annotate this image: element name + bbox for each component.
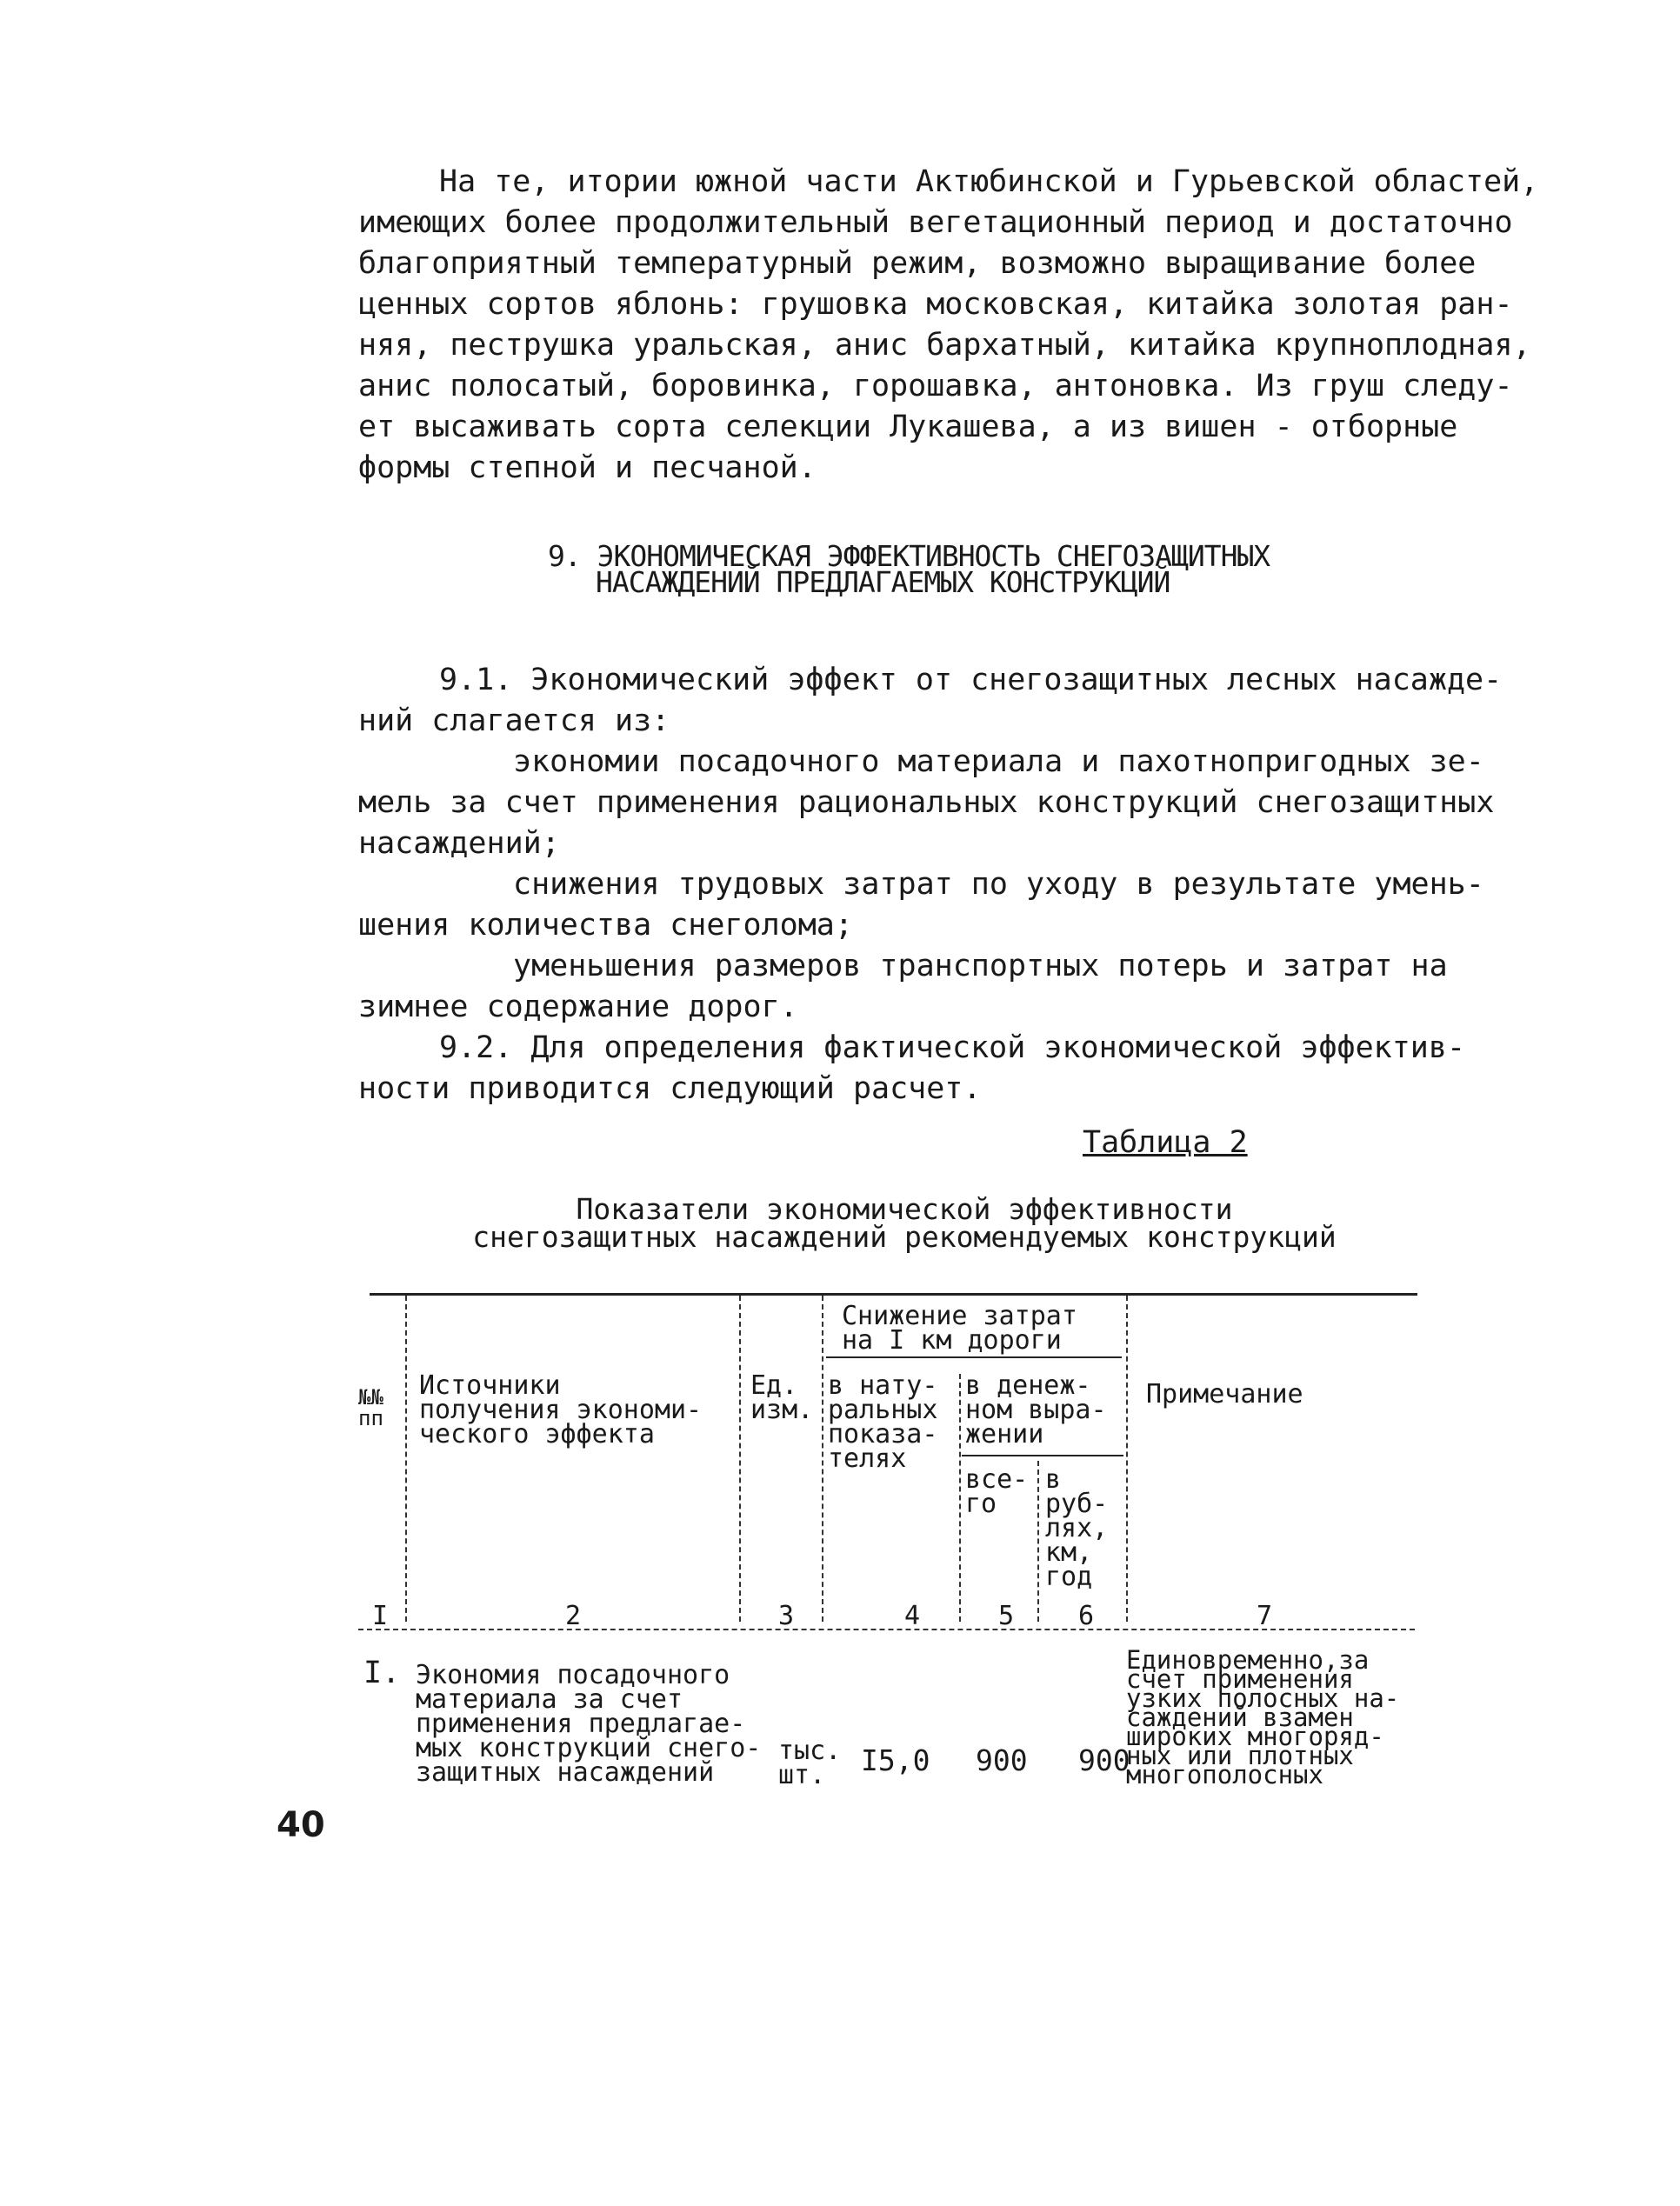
p91-line: насаждений;: [358, 826, 560, 861]
header-money: в денеж- ном выра- жении: [965, 1370, 1107, 1450]
intro-line: ценных сортов яблонь: грушовка московская, китайка золотая ран-: [358, 287, 1513, 322]
row-note: Единовременно,за счет применения узких полосных на- саждений взамен широких многоряд- ных или плотных многополосных: [1126, 1645, 1400, 1789]
row-unit: тыс. шт.: [778, 1736, 842, 1790]
section-heading-line2: НАСАЖДЕНИЙ ПРЕДЛАГАЕМЫХ КОНСТРУКЦИЙ: [596, 565, 1170, 599]
column-number: 4: [904, 1601, 921, 1631]
row-num: I.: [363, 1656, 401, 1690]
row-per-km: 900: [1078, 1743, 1130, 1777]
header-unit: Ед. изм.: [750, 1370, 814, 1425]
p91-line: мель за счет применения рациональных конструкций снегозащитных: [358, 785, 1495, 820]
column-number: I: [372, 1601, 389, 1631]
header-per-km: в руб- лях, км, год: [1045, 1464, 1109, 1592]
section-heading-line1: 9. ЭКОНОМИЧЕСКАЯ ЭФФЕКТИВНОСТЬ СНЕГОЗАЩИТНЫХ: [548, 539, 1270, 573]
table-caption-line1: Показатели экономической эффективности: [576, 1192, 1233, 1226]
table-top-rule: [370, 1293, 1417, 1296]
table-col-divider: [405, 1296, 407, 1622]
p92-line: ности приводится следующий расчет.: [358, 1071, 982, 1106]
header-num: №№ пп: [358, 1385, 383, 1430]
row-source: Экономия посадочного материала за счет применения предлагае- мых конструкций снего- защитных насаждений: [416, 1660, 762, 1788]
p92-line: 9.2. Для определения фактической экономической эффектив-: [439, 1030, 1466, 1065]
intro-line: На те, итории южной части Актюбинской и Гурьевской областей,: [439, 164, 1539, 199]
table-group-rule: [962, 1455, 1123, 1456]
header-reduction: Снижение затрат на I км дороги: [842, 1301, 1077, 1356]
p91-line: снижения трудовых затрат по уходу в результате умень-: [513, 867, 1484, 902]
table-col-divider: [959, 1374, 961, 1622]
p91-line: экономии посадочного материала и пахотнопригодных зе-: [513, 744, 1484, 779]
column-number: 2: [565, 1601, 582, 1631]
table-label: Таблица 2: [1083, 1125, 1248, 1160]
intro-line: имеющих более продолжительный вегетационный период и достаточно: [358, 205, 1513, 240]
table-caption-line2: снегозащитных насаждений рекомендуемых конструкций: [472, 1220, 1337, 1254]
table-group-rule: [826, 1356, 1122, 1358]
column-number: 7: [1257, 1601, 1273, 1631]
p91-line: уменьшения размеров транспортных потерь и затрат на: [513, 949, 1448, 983]
intro-line: благоприятный температурный режим, возможно выращивание более: [358, 246, 1477, 281]
column-number: 3: [778, 1601, 795, 1631]
p91-line: ний слагается из:: [358, 703, 670, 738]
header-source: Источники получения экономи- ческого эффекта: [419, 1370, 703, 1450]
table-col-divider: [739, 1296, 741, 1622]
p91-line: шения количества снеголома;: [358, 908, 853, 943]
row-natural: I5,0: [861, 1743, 930, 1777]
header-note: Примечание: [1146, 1379, 1303, 1410]
intro-line: няя, пеструшка уральская, анис бархатный, китайка крупноплодная,: [358, 328, 1531, 363]
header-total: все- го: [965, 1464, 1029, 1519]
table-col-divider: [1037, 1461, 1039, 1622]
p91-line: 9.1. Экономический эффект от снегозащитных лесных насажде-: [439, 663, 1503, 697]
page-number: 40: [277, 1805, 325, 1845]
p91-line: зимнее содержание дорог.: [358, 990, 798, 1024]
table-col-divider: [822, 1296, 823, 1622]
column-number: 5: [998, 1601, 1015, 1631]
row-total: 900: [976, 1743, 1028, 1777]
intro-line: ет высаживать сорта селекции Лукашева, а из вишен - отборные: [358, 410, 1458, 444]
column-number: 6: [1078, 1601, 1095, 1631]
intro-line: формы степной и песчаной.: [358, 450, 817, 485]
table-col-divider: [1126, 1296, 1128, 1622]
header-natural: в нату- ральных показа- телях: [828, 1370, 938, 1474]
intro-line: анис полосатый, боровинка, горошавка, антоновка. Из груш следу-: [358, 369, 1513, 403]
